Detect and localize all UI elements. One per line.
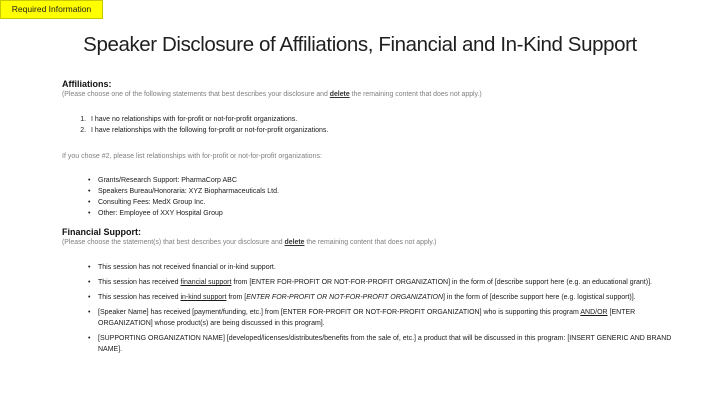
and-or-term: AND/OR xyxy=(580,309,608,316)
organization-placeholder: ENTER FOR-PROFIT OR NOT-FOR-PROFIT ORGANIZATION xyxy=(246,294,444,301)
statement-text: from [ENTER FOR-PROFIT OR NOT-FOR-PROFIT ORGANIZATION] in the form of [describe support here (e.g. an educational grant)]. xyxy=(231,279,652,286)
statement-text: [Speaker Name] has received [payment/funding, etc.] from [ENTER FOR-PROFIT OR NOT-FOR-PROFIT ORGANIZATION] who is supporting this program xyxy=(98,309,581,316)
affiliations-instructions xyxy=(62,90,682,100)
financial-statement-5 xyxy=(88,333,682,355)
statement-text: [ENTER ORGANIZATION] whose product(s) are being discussed in this program]. xyxy=(98,309,636,327)
affiliations-instr-delete: delete xyxy=(329,91,350,98)
relationship-item: • Speakers Bureau/Honoraria: XYZ Biopharmaceuticals Ltd. xyxy=(88,186,682,197)
statement-text: ] in the form of [describe support here (e.g. logistical support)]. xyxy=(443,294,636,301)
affiliations-instr-text-end: the remaining content that does not apply.) xyxy=(349,91,482,98)
statement-text: This session has received xyxy=(98,279,181,286)
slide-title: Speaker Disclosure of Affiliations, Financial and In-Kind Support xyxy=(83,33,637,56)
slide-content xyxy=(62,79,682,359)
relationship-item: • Other: Employee of XXY Hospital Group xyxy=(88,208,682,219)
affiliations-instr-text: (Please choose one of the following statements that best describes your disclosure and xyxy=(62,91,330,98)
statement-text: from [ xyxy=(226,294,247,301)
financial-statements-list xyxy=(88,262,682,355)
affiliation-options-list xyxy=(88,114,682,136)
relationships-list xyxy=(88,175,682,219)
financial-statement-1 xyxy=(88,262,682,273)
financial-statement-2 xyxy=(88,277,682,288)
financial-statement-4 xyxy=(88,307,682,329)
financial-support-term: financial support xyxy=(180,279,232,286)
affiliations-heading: Affiliations: xyxy=(62,79,112,89)
statement-text: This session has received xyxy=(98,294,181,301)
statement-text: [SUPPORTING ORGANIZATION NAME] [developed/licenses/distributes/benefits from the sale of, etc.] a product that will be discussed in this program: [INSERT GENERIC AND BRAND NAME]. xyxy=(98,335,672,353)
relationships-prompt: If you chose #2, please list relationships with for-profit or not-for-profit organizations: xyxy=(62,153,322,160)
financial-instructions xyxy=(62,238,682,248)
financial-instr-delete: delete xyxy=(284,239,305,246)
relationship-item: • Consulting Fees: MedX Group Inc. xyxy=(88,197,682,208)
affiliation-option-2: 2. I have relationships with the following for-profit or not-for-profit organizations. xyxy=(88,125,682,136)
required-information-tag: Required Information xyxy=(0,0,103,19)
financial-statement-3 xyxy=(88,292,682,303)
financial-support-heading: Financial Support: xyxy=(62,227,142,237)
financial-instr-text-end: the remaining content that does not apply.) xyxy=(304,239,437,246)
statement-text: This session has not received financial or in-kind support. xyxy=(98,264,276,271)
in-kind-support-term: in-kind support xyxy=(180,294,227,301)
affiliation-option-1: 1. I have no relationships with for-profit or not-for-profit organizations. xyxy=(88,114,682,125)
financial-instr-text: (Please choose the statement(s) that best describes your disclosure and xyxy=(62,239,285,246)
relationship-item: • Grants/Research Support: PharmaCorp ABC xyxy=(88,175,682,186)
